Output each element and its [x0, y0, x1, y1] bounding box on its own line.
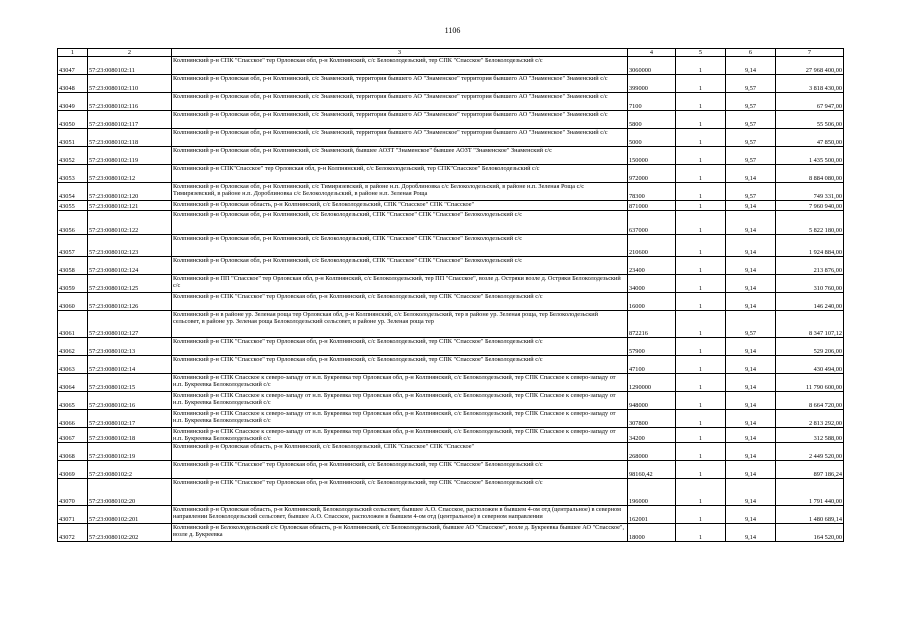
- cell-n: 1: [676, 506, 726, 524]
- cell-cad: 57:23:0080102:122: [88, 211, 172, 235]
- cell-n: 1: [676, 57, 726, 75]
- cell-value: 213 876,00: [776, 257, 844, 275]
- cell-cad: 57:23:0080102:116: [88, 93, 172, 111]
- registry-table: [57, 48, 844, 542]
- cell-id: 43070: [58, 479, 88, 506]
- column-header: 7: [776, 49, 844, 57]
- cell-value: 2 813 292,00: [776, 410, 844, 428]
- cell-rate: 9,14: [726, 428, 776, 443]
- cell-addr: Колпнянский р-н СПК "Спасское" тер Орловская обл, р-н Колпнянский, с/с Белоколодезьский, тер СПК "Спасское" Белоколодезьский с/с: [172, 57, 628, 75]
- cell-value: 8 664 720,00: [776, 392, 844, 410]
- cell-value: 897 186,24: [776, 461, 844, 479]
- cell-area: 16000: [628, 293, 676, 311]
- cell-area: 7100: [628, 93, 676, 111]
- table-row: [58, 374, 844, 392]
- table-row: [58, 524, 844, 542]
- cell-area: 34200: [628, 428, 676, 443]
- table-row: [58, 57, 844, 75]
- cell-value: 7 960 940,00: [776, 201, 844, 211]
- cell-area: 78300: [628, 183, 676, 201]
- cell-cad: 57:23:0080102:12: [88, 165, 172, 183]
- cell-addr: Колпнянский р-н СПК "Спасское" тер Орловская обл, р-н Колпнянский, с/с Белоколодезьский, тер СПК "Спасское" Белоколодезьский с/с: [172, 356, 628, 374]
- cell-rate: 9,14: [726, 165, 776, 183]
- cell-n: 1: [676, 461, 726, 479]
- cell-cad: 57:23:0080102:125: [88, 275, 172, 293]
- cell-rate: 9,14: [726, 443, 776, 461]
- cell-id: 43047: [58, 57, 88, 75]
- cell-id: 43050: [58, 111, 88, 129]
- cell-area: 948000: [628, 392, 676, 410]
- table-row: [58, 183, 844, 201]
- cell-cad: 57:23:0080102:124: [88, 257, 172, 275]
- cell-area: 399000: [628, 75, 676, 93]
- cell-cad: 57:23:0080102:118: [88, 129, 172, 147]
- cell-id: 43057: [58, 235, 88, 257]
- cell-rate: 9,14: [726, 479, 776, 506]
- cell-n: 1: [676, 257, 726, 275]
- cell-addr: Колпнянский р-н Орловская обл, р-н Колпнянский, с/с Знаменский, территория бывшего АО "Знаменское" территория бывшего АО "Знаменское" Знаменский с/с: [172, 111, 628, 129]
- cell-area: 98160,42: [628, 461, 676, 479]
- cell-cad: 57:23:0080102:126: [88, 293, 172, 311]
- cell-n: 1: [676, 129, 726, 147]
- cell-area: 5800: [628, 111, 676, 129]
- page-number: 1106: [444, 26, 461, 35]
- cell-area: 150000: [628, 147, 676, 165]
- table-row: [58, 293, 844, 311]
- table-row: [58, 506, 844, 524]
- cell-cad: 57:23:0080102:15: [88, 374, 172, 392]
- cell-rate: 9,57: [726, 183, 776, 201]
- table-row: [58, 93, 844, 111]
- cell-value: 1 480 689,14: [776, 506, 844, 524]
- cell-n: 1: [676, 275, 726, 293]
- cell-cad: 57:23:0080102:13: [88, 338, 172, 356]
- table-row: [58, 392, 844, 410]
- cell-value: 8 884 080,00: [776, 165, 844, 183]
- cell-n: 1: [676, 201, 726, 211]
- cell-id: 43060: [58, 293, 88, 311]
- cell-addr: Колпнянский р-н СПК "Спасское" тер Орловская обл, р-н Колпнянский, с/с Белоколодезьский, тер СПК "Спасское" Белоколодезьский с/с: [172, 293, 628, 311]
- cell-value: 5 822 180,00: [776, 211, 844, 235]
- cell-cad: 57:23:0080102:20: [88, 479, 172, 506]
- cell-cad: 57:23:0080102:121: [88, 201, 172, 211]
- cell-addr: Колпнянский р-н Орловская обл, р-н Колпнянский, с/с Тимирязевский, в районе н.п. Дороблиновка с/с Белоколодезьский, в районе н.п. Зеленая Роща с/с Тимирязевский, в районе н.п. Дороблиновка с/с Белоколодезьский, в районе н.п. Зеленая Роща: [172, 183, 628, 201]
- cell-n: 1: [676, 165, 726, 183]
- cell-area: 637000: [628, 211, 676, 235]
- cell-cad: 57:23:0080102:110: [88, 75, 172, 93]
- cell-n: 1: [676, 479, 726, 506]
- cell-value: 3 818 430,00: [776, 75, 844, 93]
- column-header: 5: [676, 49, 726, 57]
- table-row: [58, 428, 844, 443]
- table-row: [58, 165, 844, 183]
- cell-id: 43069: [58, 461, 88, 479]
- cell-id: 43054: [58, 183, 88, 201]
- column-header: 4: [628, 49, 676, 57]
- cell-cad: 57:23:0080102:119: [88, 147, 172, 165]
- cell-cad: 57:23:0080102:18: [88, 428, 172, 443]
- cell-cad: 57:23:0080102:123: [88, 235, 172, 257]
- cell-n: 1: [676, 374, 726, 392]
- cell-rate: 9,14: [726, 410, 776, 428]
- cell-n: 1: [676, 443, 726, 461]
- cell-rate: 9,14: [726, 461, 776, 479]
- cell-value: 47 850,00: [776, 129, 844, 147]
- cell-rate: 9,14: [726, 57, 776, 75]
- cell-cad: 57:23:0080102:16: [88, 392, 172, 410]
- cell-addr: Колпнянский р-н СПК Спасское к северо-западу от н.п. Букреевка тер Орловская обл, р-н Колпнянский, с/с Белоколодезьский, тер СПК Спасское к северо-западу от н.п. Букреевка Белоколодезьский с/с: [172, 428, 628, 443]
- cell-addr: Колпнянский р-н Орловская обл, р-н Колпнянский, с/с Знаменский, бывшее АОЗТ "Знаменское" бывшее АОЗТ "Знаменское" Знаменский с/с: [172, 147, 628, 165]
- column-header: 2: [88, 49, 172, 57]
- cell-area: 210600: [628, 235, 676, 257]
- cell-area: 1290000: [628, 374, 676, 392]
- cell-n: 1: [676, 392, 726, 410]
- table-row: [58, 147, 844, 165]
- cell-id: 43052: [58, 147, 88, 165]
- cell-rate: 9,14: [726, 524, 776, 542]
- cell-id: 43051: [58, 129, 88, 147]
- cell-value: 67 947,00: [776, 93, 844, 111]
- cell-rate: 9,14: [726, 211, 776, 235]
- cell-n: 1: [676, 235, 726, 257]
- cell-addr: Колпнянский р-н Орловская обл, р-н Колпнянский, с/с Знаменский, территория бывшего АО "Знаменское" территория бывшего АО "Знаменское" Знаменский с/с: [172, 129, 628, 147]
- cell-addr: Колпнянский р-н СПК "Спасское" тер Орловская обл, р-н Колпнянский, с/с Белоколодезьский, тер СПК "Спасское" Белоколодезьский с/с: [172, 461, 628, 479]
- table-row: [58, 129, 844, 147]
- cell-rate: 9,14: [726, 338, 776, 356]
- cell-n: 1: [676, 147, 726, 165]
- cell-rate: 9,57: [726, 129, 776, 147]
- cell-id: 43056: [58, 211, 88, 235]
- cell-id: 43062: [58, 338, 88, 356]
- cell-value: 11 790 600,00: [776, 374, 844, 392]
- cell-value: 430 494,00: [776, 356, 844, 374]
- cell-rate: 9,57: [726, 93, 776, 111]
- cell-value: 146 240,00: [776, 293, 844, 311]
- cell-id: 43072: [58, 524, 88, 542]
- cell-value: 1 791 440,00: [776, 479, 844, 506]
- cell-area: 307800: [628, 410, 676, 428]
- cell-addr: Колпнянский р-н СПК "Спасское" тер Орловская обл, р-н Колпнянский, с/с Белоколодезьский, тер СПК "Спасское" Белоколодезьский с/с: [172, 338, 628, 356]
- cell-id: 43058: [58, 257, 88, 275]
- table-row: [58, 356, 844, 374]
- cell-value: 749 331,00: [776, 183, 844, 201]
- cell-rate: 9,14: [726, 293, 776, 311]
- cell-id: 43049: [58, 93, 88, 111]
- cell-area: 972000: [628, 165, 676, 183]
- cell-n: 1: [676, 428, 726, 443]
- cell-area: 3060000: [628, 57, 676, 75]
- table-row: [58, 479, 844, 506]
- cell-n: 1: [676, 111, 726, 129]
- cell-n: 1: [676, 524, 726, 542]
- cell-area: 47100: [628, 356, 676, 374]
- cell-n: 1: [676, 356, 726, 374]
- cell-area: 57900: [628, 338, 676, 356]
- cell-addr: Колпнянский р-н Орловская область, р-н Колпнянский, Белоколодезьский сельсовет, бывшее А.О. Спасское, расположен в бывшем 4-ом отд (центральное) в северном направлении Белоколодезьский сельсовет, бывшее А.О. Спасское, расположен в бывшем 4-ом отд (центральное) в северном направлении: [172, 506, 628, 524]
- cell-rate: 9,14: [726, 356, 776, 374]
- registry-body: [58, 49, 844, 542]
- cell-value: 529 206,00: [776, 338, 844, 356]
- table-row: [58, 235, 844, 257]
- cell-value: 312 588,00: [776, 428, 844, 443]
- cell-addr: Колпнянский р-н Орловская область, р-н Колпнянский, с/с Белоколодезьский, СПК "Спасское" СПК "Спасское": [172, 443, 628, 461]
- cell-rate: 9,57: [726, 147, 776, 165]
- cell-rate: 9,14: [726, 235, 776, 257]
- cell-id: 43067: [58, 428, 88, 443]
- table-row: [58, 443, 844, 461]
- cell-value: 310 760,00: [776, 275, 844, 293]
- table-row: [58, 461, 844, 479]
- cell-addr: Колпнянский р-н ПП "Спасское" тер Орловская обл, р-н Колпнянский, с/с Белоколодезьский, тер ПП "Спасское", возле д. Остряки возле д. Остряки Белоколодезьский с/с: [172, 275, 628, 293]
- cell-n: 1: [676, 93, 726, 111]
- cell-id: 43066: [58, 410, 88, 428]
- cell-area: 23400: [628, 257, 676, 275]
- cell-id: 43061: [58, 311, 88, 338]
- cell-n: 1: [676, 410, 726, 428]
- cell-area: 268000: [628, 443, 676, 461]
- column-header: 3: [172, 49, 628, 57]
- table-row: [58, 410, 844, 428]
- cell-rate: 9,14: [726, 392, 776, 410]
- column-header: 1: [58, 49, 88, 57]
- cell-rate: 9,14: [726, 506, 776, 524]
- cell-addr: Колпнянский р-н Орловская обл, р-н Колпнянский, с/с Белоколодезьский, СПК "Спасское" СПК "Спасское" Белоколодезьский с/с: [172, 235, 628, 257]
- cell-area: 871000: [628, 201, 676, 211]
- table-row: [58, 111, 844, 129]
- cell-value: 164 520,00: [776, 524, 844, 542]
- cell-id: 43068: [58, 443, 88, 461]
- header-row: [58, 49, 844, 57]
- cell-id: 43064: [58, 374, 88, 392]
- cell-n: 1: [676, 183, 726, 201]
- cell-cad: 57:23:0080102:17: [88, 410, 172, 428]
- cell-cad: 57:23:0080102:2: [88, 461, 172, 479]
- cell-area: 34000: [628, 275, 676, 293]
- column-header: 6: [726, 49, 776, 57]
- table-row: [58, 201, 844, 211]
- cell-rate: 9,57: [726, 111, 776, 129]
- cell-area: 18000: [628, 524, 676, 542]
- cell-rate: 9,57: [726, 311, 776, 338]
- cell-value: 1 435 500,00: [776, 147, 844, 165]
- cell-addr: Колпнянский р-н Орловская обл, р-н Колпнянский, с/с Белоколодезьский, СПК "Спасское" СПК "Спасское" Белоколодезьский с/с: [172, 257, 628, 275]
- cell-cad: 57:23:0080102:120: [88, 183, 172, 201]
- cell-n: 1: [676, 311, 726, 338]
- cell-area: 5000: [628, 129, 676, 147]
- cell-rate: 9,14: [726, 257, 776, 275]
- table-row: [58, 211, 844, 235]
- cell-cad: 57:23:0080102:19: [88, 443, 172, 461]
- table-row: [58, 338, 844, 356]
- cell-cad: 57:23:0080102:127: [88, 311, 172, 338]
- cell-id: 43071: [58, 506, 88, 524]
- cell-area: 872216: [628, 311, 676, 338]
- cell-cad: 57:23:0080102:14: [88, 356, 172, 374]
- cell-addr: Колпнянский р-н СПК Спасское к северо-западу от н.п. Букреевка тер Орловская обл, р-н Колпнянский, с/с Белоколодезьский, тер СПК Спасское к северо-западу от н.п. Букреевка Белоколодезьский с/с: [172, 392, 628, 410]
- cell-value: 2 449 520,00: [776, 443, 844, 461]
- cell-addr: Колпнянский р-н Белоколодезьский с/с Орловская область, р-н Колпнянский, с/с Белоколодезьский, бывшее АО "Спасское", возле д. Букреевка бывшее АО "Спасское", возле д. Букреевка: [172, 524, 628, 542]
- cell-id: 43059: [58, 275, 88, 293]
- cell-rate: 9,14: [726, 201, 776, 211]
- cell-value: 1 924 884,00: [776, 235, 844, 257]
- cell-addr: Колпнянский р-н СПК "Спасское" тер Орловская обл, р-н Колпнянский, с/с Белоколодезьский, тер СПК "Спасское" Белоколодезьский с/с: [172, 479, 628, 506]
- cell-area: 162001: [628, 506, 676, 524]
- cell-n: 1: [676, 211, 726, 235]
- cell-cad: 57:23:0080102:202: [88, 524, 172, 542]
- table-row: [58, 275, 844, 293]
- cell-cad: 57:23:0080102:11: [88, 57, 172, 75]
- cell-id: 43048: [58, 75, 88, 93]
- table-row: [58, 257, 844, 275]
- cell-value: 8 347 107,12: [776, 311, 844, 338]
- cell-cad: 57:23:0080102:201: [88, 506, 172, 524]
- table-row: [58, 311, 844, 338]
- cell-id: 43055: [58, 201, 88, 211]
- cell-addr: Колпнянский р-н Орловская область, р-н Колпнянский, с/с Белоколодезьский, СПК "Спасское" СПК "Спасское": [172, 201, 628, 211]
- cell-addr: Колпнянский р-н СПК Спасское к северо-западу от н.п. Букреевка тер Орловская обл, р-н Колпнянский, с/с Белоколодезьский, тер СПК Спасское к северо-западу от н.п. Букреевка Белоколодезьский с/с: [172, 410, 628, 428]
- cell-id: 43053: [58, 165, 88, 183]
- cell-id: 43065: [58, 392, 88, 410]
- cell-n: 1: [676, 338, 726, 356]
- cell-rate: 9,14: [726, 374, 776, 392]
- cell-value: 55 506,00: [776, 111, 844, 129]
- cell-addr: Колпнянский р-н СПК"Спасское" тер Орловская обл, р-н Колпнянский, с/с Белоколодезьский, тер СПК"Спасское" Белоколодезьский с/с: [172, 165, 628, 183]
- cell-n: 1: [676, 75, 726, 93]
- cell-addr: Колпнянский р-н Орловская обл, р-н Колпнянский, с/с Белоколодезьский, СПК "Спасское" СПК "Спасское" Белоколодезьский с/с: [172, 211, 628, 235]
- cell-addr: Колпнянский р-н СПК Спасское к северо-западу от н.п. Букреевка тер Орловская обл, р-н Колпнянский, с/с Белоколодезьский, тер СПК Спасское к северо-западу от н.п. Букреевка Белоколодезьский с/с: [172, 374, 628, 392]
- cell-addr: Колпнянский р-н Орловская обл, р-н Колпнянский, с/с Знаменский, территория бывшего АО "Знаменское" территория бывшего АО "Знаменское" Знаменский с/с: [172, 75, 628, 93]
- cell-rate: 9,14: [726, 275, 776, 293]
- cell-addr: Колпнянский р-н в районе ур. Зеленая роща тер Орловская обл, р-н Колпнянский, с/с Белоколодезьский, тер в районе ур. Зеленая роща, тер Белоколодезьский сельсовет, в районе ур. Зеленая роща Белоколодезьский сельсовет, в районе ур. Зеленая роща тер: [172, 311, 628, 338]
- cell-id: 43063: [58, 356, 88, 374]
- table-row: [58, 75, 844, 93]
- cell-value: 27 968 400,00: [776, 57, 844, 75]
- cell-area: 196000: [628, 479, 676, 506]
- cell-addr: Колпнянский р-н Орловская обл, р-н Колпнянский, с/с Знаменский, территория бывшего АО "Знаменское" территория бывшего АО "Знаменское" Знаменский с/с: [172, 93, 628, 111]
- cell-rate: 9,57: [726, 75, 776, 93]
- cell-n: 1: [676, 293, 726, 311]
- cell-cad: 57:23:0080102:117: [88, 111, 172, 129]
